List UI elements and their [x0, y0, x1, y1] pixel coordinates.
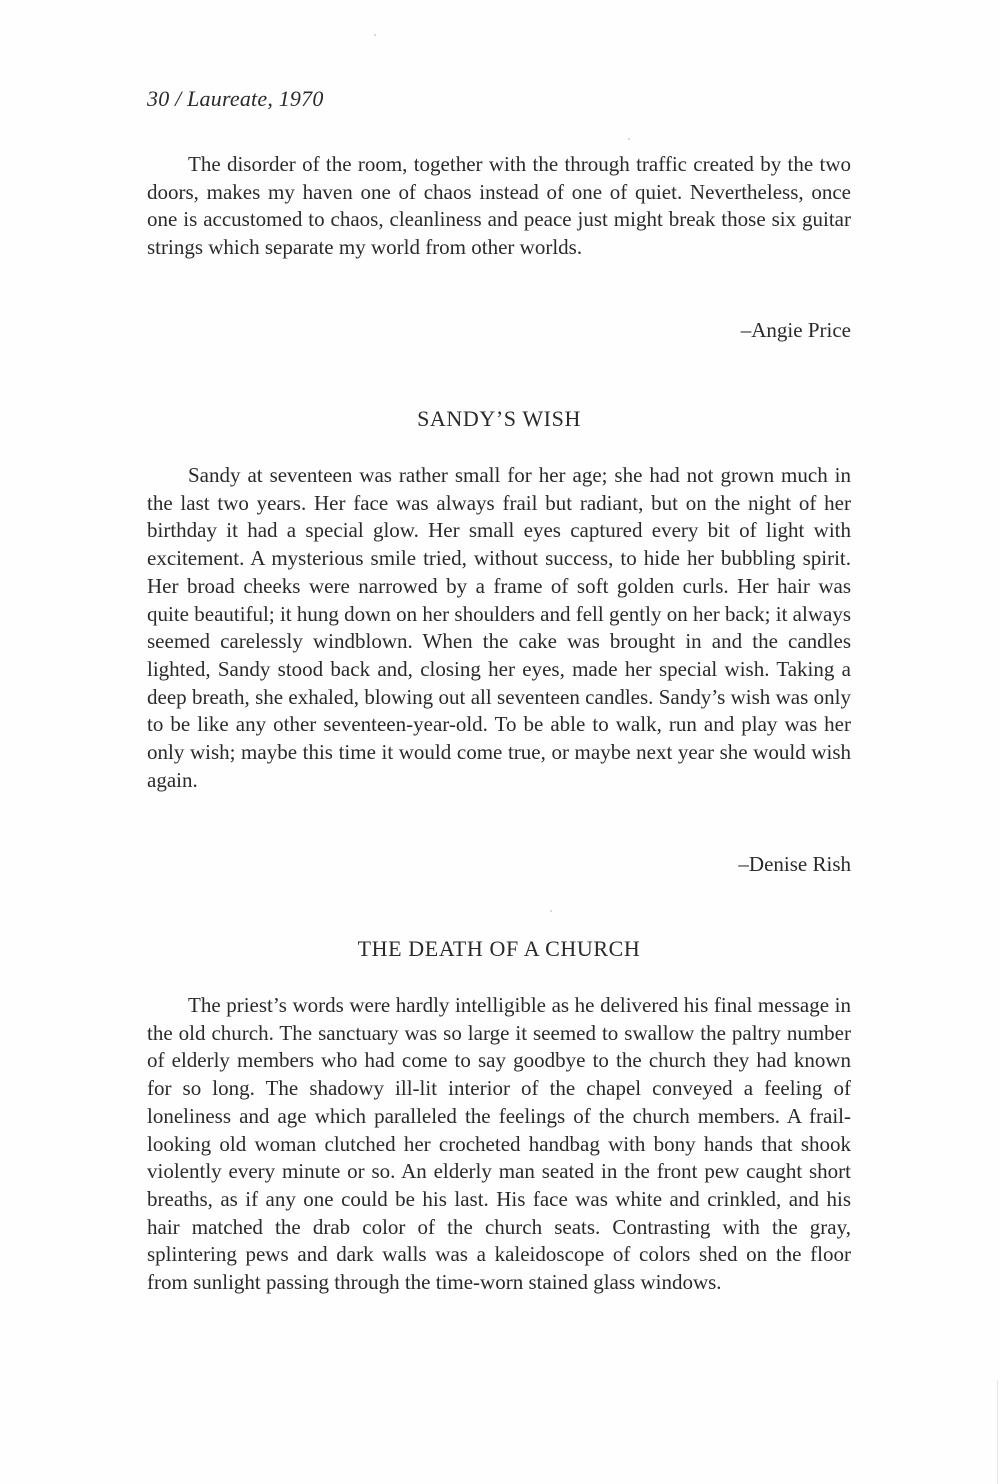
- running-head: 30 / Laureate, 1970: [147, 86, 324, 111]
- death-of-church-paragraph: The priest’s words were hardly intelligible as he delivered his final message in the old church. The sanctuary was so large it seemed to swallow the paltry number of elderly members who had come to say goodbye to the church they had known for so long. The shadowy ill-lit interior of the chapel conveyed a feeling of loneliness and age which paralleled the feelings of the church members. A frail-looking old woman clutched her crocheted handbag with bony hands that shook violently every minute or so. An elderly man seated in the front pew caught short breaths, as if any one could be his last. His face was white and crinkled, and his hair matched the drab color of the church seats. Contrasting with the gray, splintering pews and dark walls was a kaleidoscope of colors shed on the floor from sunlight passing through the time-worn stained glass windows.: [147, 993, 851, 1295]
- paper-speck: [550, 910, 552, 912]
- paper-speck: [374, 34, 376, 36]
- sandys-wish-title: SANDY’S WISH: [417, 406, 581, 431]
- sandys-wish-author: –Denise Rish: [738, 852, 851, 876]
- paper-speck: [628, 138, 630, 140]
- death-of-church-title: THE DEATH OF A CHURCH: [357, 936, 641, 961]
- page-edge: [997, 1380, 998, 1484]
- intro-author: –Angie Price: [740, 318, 851, 342]
- sandys-wish-paragraph: Sandy at seventeen was rather small for her age; she had not grown much in the last two years. Her face was always frail but radiant, but on the night of her birthday it had a special glow. Her small eyes captured every bit of light with excitement. A mysterious smile tried, without success, to hide her bubbling spirit. Her broad cheeks were narrowed by a frame of soft golden curls. Her hair was quite beautiful; it hung down on her shoulders and fell gently on her back; it always seemed carelessly windblown. When the cake was brought in and the candles lighted, Sandy stood back and, closing her eyes, made her special wish. Taking a deep breath, she exhaled, blowing out all seventeen candles. Sandy’s wish was only to be like any other seventeen-year-old. To be able to walk, run and play was her only wish; maybe this time it would come true, or maybe next year she would wish again.: [147, 463, 851, 792]
- intro-paragraph: The disorder of the room, together with the through traffic created by the two doors, makes my haven one of chaos instead of one of quiet. Nevertheless, once one is accustomed to chaos, cleanliness and peace just might break those six guitar strings which separate my world from other worlds.: [147, 152, 851, 260]
